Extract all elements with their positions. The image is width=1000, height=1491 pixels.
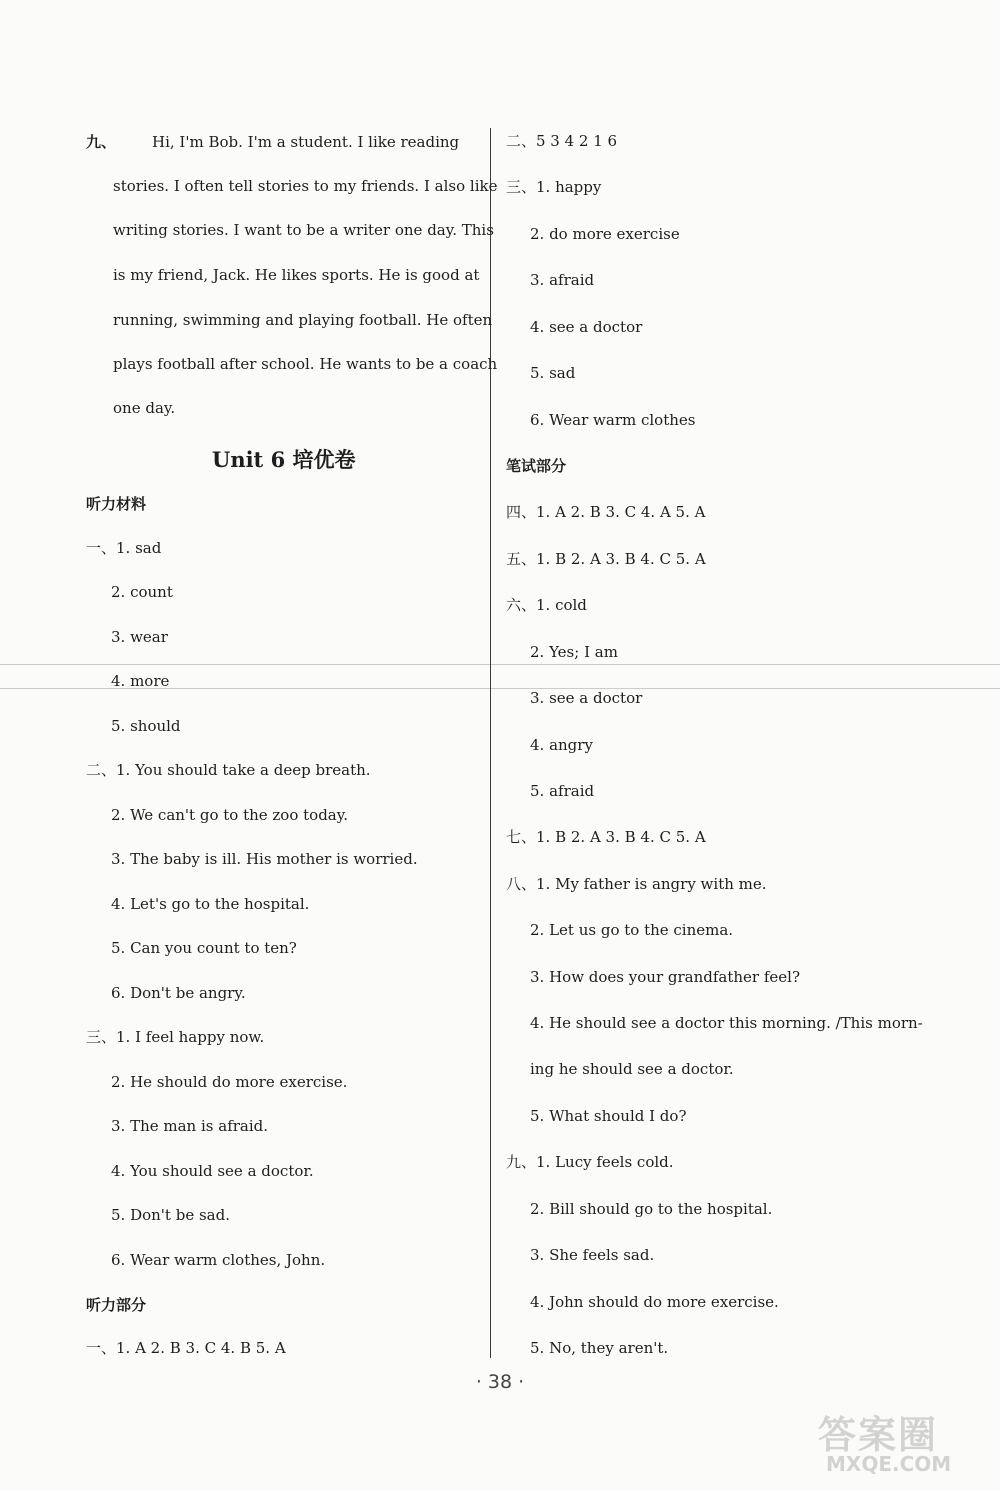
answer-line: 八、1. My father is angry with me. — [506, 875, 767, 893]
answer-line: 6. Wear warm clothes — [530, 411, 696, 429]
answer-line: 4. John should do more exercise. — [530, 1293, 779, 1311]
answer-line: 6. Wear warm clothes, John. — [111, 1251, 326, 1269]
answer-line: 一、1. sad — [86, 539, 162, 557]
passage-line: Hi, I'm Bob. I'm a student. I like reading — [152, 133, 460, 151]
answer-line: 3. wear — [111, 628, 168, 646]
answer-line: 三、1. happy — [506, 178, 602, 196]
answer-line: 九、1. Lucy feels cold. — [506, 1153, 674, 1171]
answer-line: 2. He should do more exercise. — [111, 1073, 348, 1091]
answer-line: 2. count — [111, 583, 173, 601]
section-nine-label: 九、 — [86, 133, 117, 151]
page-number: · 38 · — [475, 1371, 525, 1393]
passage-line: writing stories. I want to be a writer one day. This — [113, 221, 494, 239]
passage-line: stories. I often tell stories to my friends. I also like — [113, 177, 498, 195]
answer-line: 4. He should see a doctor this morning. /This morn- — [530, 1014, 923, 1032]
answer-line: 3. see a doctor — [530, 689, 643, 707]
answer-line: 2. do more exercise — [530, 225, 680, 243]
passage-line: one day. — [113, 399, 176, 417]
watermark-logo — [818, 1404, 988, 1484]
answer-line: 4. angry — [530, 736, 593, 754]
answer-line: 6. Don't be angry. — [111, 984, 246, 1002]
answer-line: 3. afraid — [530, 271, 595, 289]
answer-line: 2. Let us go to the cinema. — [530, 921, 734, 939]
unit-title: Unit 6 培优卷 — [212, 447, 356, 472]
answer-line: 4. Let's go to the hospital. — [111, 895, 310, 913]
answer-line: 5. should — [111, 717, 181, 735]
answer-line: ing he should see a doctor. — [530, 1060, 734, 1078]
answer-line: 3. How does your grandfather feel? — [530, 968, 800, 986]
answer-line: 二、1. You should take a deep breath. — [86, 761, 371, 779]
written-part-heading: 笔试部分 — [506, 457, 567, 475]
passage-line: running, swimming and playing football. He often — [113, 311, 493, 329]
listening-part-heading: 听力部分 — [86, 1296, 147, 1314]
answer-line: 2. We can't go to the zoo today. — [111, 806, 348, 824]
answer-line: 六、1. cold — [506, 596, 587, 614]
watermark-text: 答案圈 — [818, 1413, 939, 1457]
answer-line: 2. Yes; I am — [530, 643, 618, 661]
answer-line: 一、1. A 2. B 3. C 4. B 5. A — [86, 1339, 286, 1357]
page-fold-line — [0, 664, 1000, 665]
answer-line: 5. sad — [530, 364, 576, 382]
watermark-url: MXQE.COM — [826, 1452, 952, 1476]
answer-line: 四、1. A 2. B 3. C 4. A 5. A — [506, 503, 706, 521]
listening-material-heading: 听力材料 — [86, 495, 147, 513]
answer-line: 3. The man is afraid. — [111, 1117, 269, 1135]
answer-line: 2. Bill should go to the hospital. — [530, 1200, 773, 1218]
answer-line: 5. No, they aren't. — [530, 1339, 669, 1357]
answer-line: 5. afraid — [530, 782, 595, 800]
answer-line: 七、1. B 2. A 3. B 4. C 5. A — [506, 828, 706, 846]
answer-line: 5. What should I do? — [530, 1107, 687, 1125]
passage-line: is my friend, Jack. He likes sports. He is good at — [113, 266, 480, 284]
answer-line: 4. You should see a doctor. — [111, 1162, 314, 1180]
answer-line: 5. Can you count to ten? — [111, 939, 297, 957]
answer-line: 4. see a doctor — [530, 318, 643, 336]
passage-line: plays football after school. He wants to be a coach — [113, 355, 498, 373]
answer-line: 二、5 3 4 2 1 6 — [506, 132, 618, 150]
answer-line: 3. The baby is ill. His mother is worried. — [111, 850, 418, 868]
answer-line: 5. Don't be sad. — [111, 1206, 230, 1224]
answer-line: 4. more — [111, 672, 170, 690]
answer-line: 五、1. B 2. A 3. B 4. C 5. A — [506, 550, 706, 568]
answer-line: 三、1. I feel happy now. — [86, 1028, 265, 1046]
answer-line: 3. She feels sad. — [530, 1246, 655, 1264]
